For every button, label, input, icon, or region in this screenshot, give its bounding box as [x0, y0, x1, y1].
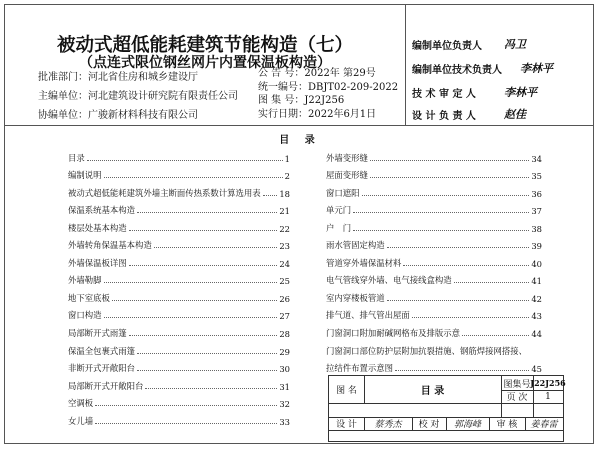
toc-leader-dots [104, 317, 278, 318]
toc-entry-page: 41 [531, 276, 542, 287]
toc-entry[interactable] [68, 146, 290, 164]
signature: 赵佳 [504, 108, 526, 121]
meta-left [38, 69, 238, 124]
toc-entry-title: 门窗洞口部位防护层附加抗裂措施、钢筋焊接网搭接、 [326, 345, 527, 356]
toc-entry-title: 非断开式开敞阳台 [68, 363, 135, 374]
assist-unit: 广骏新材料科技有限公司 [88, 110, 198, 121]
toc-entry-title: 管道穿外墙保温材料 [326, 257, 402, 268]
toc-entry-title: 外墙转角保温基本构造 [68, 240, 152, 251]
standard-no-value: DBJT02-209-2022 [308, 81, 399, 93]
toc-leader-dots [112, 300, 277, 301]
signature-role: 设 计 负 责 人 [412, 110, 476, 122]
toc-entry[interactable] [68, 357, 290, 375]
meta-right [258, 67, 398, 121]
atlas-no-value: J22J256 [304, 95, 345, 106]
atlas-no-label-tb: 图集号 [503, 379, 531, 390]
toc-entry[interactable] [326, 357, 542, 375]
toc-entry-title: 窗口构造 [68, 310, 102, 321]
toc-entry-title: 拉结件布置示意图 [326, 363, 393, 374]
title-main: 被动式超低能耗建筑节能构造（七） [56, 35, 353, 56]
toc-leader-dots [129, 265, 278, 266]
toc-leader-dots [145, 388, 277, 389]
title-block [328, 375, 564, 442]
toc-entry-title: 保温全包裹式雨篷 [68, 345, 135, 356]
toc-entry-page: 42 [531, 293, 542, 304]
signature-role: 编制单位技术负责人 [412, 64, 502, 76]
approve-dept: 河北省住房和城乡建设厅 [88, 72, 198, 83]
toc-entry[interactable] [326, 321, 542, 339]
toc-entry[interactable] [68, 321, 290, 339]
toc-entry-page: 21 [279, 206, 290, 217]
toc-entry[interactable] [326, 199, 542, 217]
toc-entry-title: 排气道、排气管出屋面 [326, 310, 410, 321]
header-divider [4, 125, 594, 126]
toc-entry-page: 26 [279, 293, 290, 304]
toc-entry[interactable] [326, 216, 542, 234]
toc-entry[interactable] [68, 234, 290, 252]
signature-role: 技 术 审 定 人 [412, 88, 476, 100]
toc-heading: 目 录 [279, 135, 321, 146]
toc-entry-page: 22 [279, 223, 290, 234]
toc-entry[interactable] [326, 164, 542, 182]
toc-entry-page: 43 [531, 311, 542, 322]
toc-leader-dots [129, 335, 278, 336]
toc-entry[interactable] [68, 339, 290, 357]
toc-entry[interactable] [68, 374, 290, 392]
toc-leader-dots [454, 282, 530, 283]
signature: 李林平 [520, 62, 553, 75]
toc-right-column [326, 146, 542, 374]
notice-label: 公 告 号： [258, 68, 305, 79]
toc-entry[interactable] [68, 164, 290, 182]
toc-leader-dots [95, 405, 277, 406]
toc-entry-title: 屋面变形缝 [326, 170, 368, 181]
toc-leader-dots [395, 370, 529, 371]
notice-value: 2022年 第29号 [304, 68, 376, 79]
toc-leader-dots [137, 370, 277, 371]
toc-leader-dots [387, 300, 530, 301]
editor-unit: 河北建筑设计研究院有限责任公司 [88, 91, 238, 102]
toc-entry[interactable] [68, 392, 290, 410]
toc-leader-dots [104, 282, 278, 283]
toc-entry-title: 窗口遮阳 [326, 187, 360, 198]
page-number: 1 [545, 391, 551, 402]
effective-label: 实行日期： [258, 108, 308, 120]
design-label: 设 计 [336, 420, 357, 430]
review-signature: 姜春雷 [530, 420, 558, 430]
toc-entry-page: 38 [531, 223, 542, 234]
toc-leader-dots [370, 177, 529, 178]
toc-leader-dots [95, 423, 277, 424]
toc-entry[interactable] [68, 199, 290, 217]
header-vertical-divider [405, 4, 406, 125]
toc-left-column [68, 146, 290, 427]
editor-unit-label: 主编单位： [38, 91, 88, 102]
toc-entry-title: 雨水管固定构造 [326, 240, 385, 251]
toc-leader-dots [362, 195, 530, 196]
toc-entry-page: 45 [531, 364, 542, 375]
toc-entry-title: 地下室底板 [68, 292, 110, 303]
atlas-no-label: 图 集 号： [258, 95, 305, 106]
toc-entry[interactable] [326, 146, 542, 164]
toc-entry-title: 外墙变形缝 [326, 152, 368, 163]
toc-leader-dots [353, 212, 529, 213]
signature: 冯卫 [504, 38, 526, 51]
drawing-name-label: 图 名 [336, 386, 357, 396]
toc-entry[interactable] [326, 234, 542, 252]
toc-entry-title: 外墙保温板详图 [68, 257, 127, 268]
toc-entry-page: 2 [284, 171, 290, 182]
toc-leader-dots [154, 247, 278, 248]
toc-entry-title: 局部断开式雨篷 [68, 328, 127, 339]
toc-entry-title: 单元门 [326, 205, 352, 216]
signature-row-tech-head [412, 56, 590, 80]
design-signature: 蔡秀杰 [374, 420, 402, 430]
toc-entry-page: 25 [279, 276, 290, 287]
toc-leader-dots [353, 230, 529, 231]
toc-entry-title: 电气管线穿外墙、电气接线盒构造 [326, 275, 452, 286]
toc-entry-title: 户 门 [326, 222, 352, 233]
toc-entry-page: 37 [531, 206, 542, 217]
toc-entry-title: 室内穿楼板管道 [326, 292, 385, 303]
toc-entry-page: 44 [531, 329, 542, 340]
toc-leader-dots [263, 195, 278, 196]
toc-entry-page: 31 [279, 381, 290, 392]
atlas-no-tb: J22J256 [530, 378, 566, 388]
toc-entry-page: 36 [531, 188, 542, 199]
toc-entry-page: 29 [279, 346, 290, 357]
toc-entry-title: 门窗洞口附加耐碱网格布及排版示意 [326, 328, 460, 339]
signature-row-unit-head [412, 32, 590, 56]
signature-row-tech-review [412, 80, 590, 104]
toc-entry[interactable] [326, 269, 542, 287]
toc-entry[interactable] [326, 339, 542, 357]
standard-no-label: 统一编号： [258, 81, 308, 93]
signature-role: 编制单位负责人 [412, 40, 482, 52]
toc-entry-title: 空调板 [68, 398, 94, 409]
toc-entry[interactable] [68, 216, 290, 234]
toc-entry[interactable] [68, 251, 290, 269]
toc-leader-dots [412, 317, 530, 318]
toc-entry-page: 39 [531, 241, 542, 252]
effective-date: 2022年6月1日 [308, 108, 377, 120]
toc-entry-title: 编制说明 [68, 170, 102, 181]
toc-entry-title: 局部断开式开敞阳台 [68, 380, 144, 391]
toc-leader-dots [104, 177, 283, 178]
toc-entry-title: 外墙勒脚 [68, 275, 102, 286]
toc-leader-dots [137, 353, 277, 354]
toc-entry-title: 保温系统基本构造 [68, 205, 135, 216]
toc-leader-dots [137, 212, 277, 213]
toc-entry[interactable] [326, 304, 542, 322]
toc-entry-page: 18 [279, 188, 290, 199]
toc-entry-title: 楼层处基本构造 [68, 222, 127, 233]
toc-entry-page: 23 [279, 241, 290, 252]
toc-leader-dots [129, 230, 278, 231]
toc-entry-page: 34 [531, 153, 542, 164]
toc-entry[interactable] [326, 181, 542, 199]
toc-entry-page: 32 [279, 399, 290, 410]
assist-unit-label: 协编单位： [38, 110, 88, 121]
toc-entry[interactable] [326, 286, 542, 304]
signature: 李林平 [504, 86, 537, 99]
toc-entry-title: 女儿墙 [68, 415, 94, 426]
toc-entry[interactable] [68, 181, 290, 199]
check-signature: 郭海峰 [453, 420, 481, 430]
toc-entry[interactable] [68, 269, 290, 287]
toc-leader-dots [462, 335, 529, 336]
toc-entry[interactable] [68, 304, 290, 322]
review-label: 审 核 [496, 420, 518, 430]
toc-entry[interactable] [68, 286, 290, 304]
check-label: 校 对 [418, 420, 440, 430]
toc-entry-page: 27 [279, 311, 290, 322]
drawing-name: 目 录 [420, 386, 445, 397]
toc-entry-title: 被动式超低能耗建筑外墙主断面传热系数计算选用表 [68, 187, 261, 198]
toc-entry-page: 24 [279, 258, 290, 269]
toc-entry-page: 40 [531, 258, 542, 269]
toc-entry[interactable] [68, 409, 290, 427]
signature-row-design-head [412, 104, 590, 124]
approve-dept-label: 批准部门： [38, 72, 88, 83]
toc-leader-dots [403, 265, 529, 266]
toc-leader-dots [387, 247, 530, 248]
toc-entry-page: 30 [279, 364, 290, 375]
toc-entry-title: 目录 [68, 152, 85, 163]
toc-entry-page: 35 [531, 171, 542, 182]
toc-entry-page: 1 [284, 153, 290, 164]
title-sub: （点连式限位钢丝网片内置保温板构造） [79, 55, 331, 71]
toc-entry-page: 28 [279, 329, 290, 340]
toc-entry[interactable] [326, 251, 542, 269]
page-label: 页 次 [506, 393, 528, 403]
toc-leader-dots [370, 160, 529, 161]
toc-entry-page: 33 [279, 416, 290, 427]
toc-leader-dots [87, 160, 283, 161]
